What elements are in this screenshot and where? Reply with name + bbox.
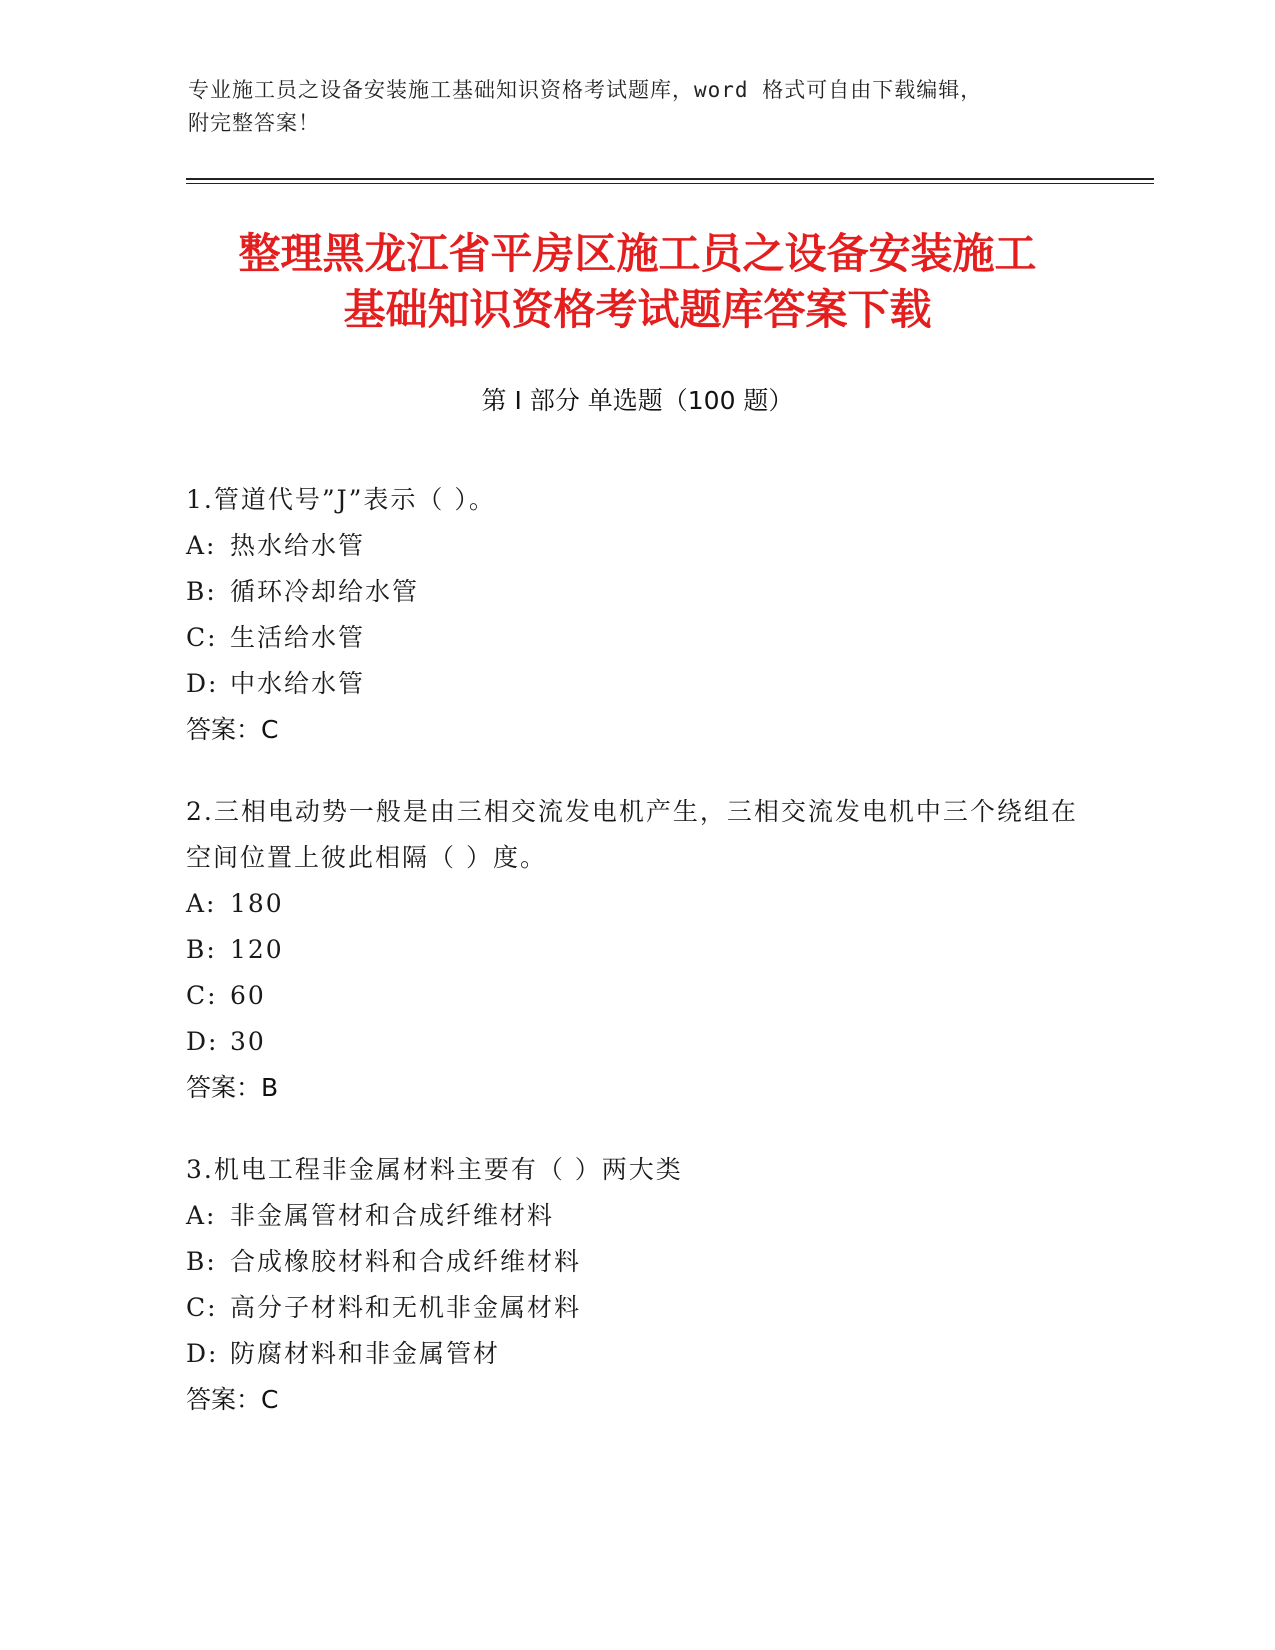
option-text: 循环冷却给水管 <box>230 577 420 606</box>
option-key: C: <box>186 623 218 652</box>
header-divider-thick <box>186 178 1154 180</box>
option-c <box>186 615 1086 661</box>
question-3 <box>186 1147 1086 1423</box>
option-key: A: <box>186 1201 217 1230</box>
option-text: 180 <box>230 889 284 918</box>
option-text: 防腐材料和非金属管材 <box>230 1339 501 1368</box>
answer-line: 答案：C <box>186 715 279 744</box>
option-text: 高分子材料和无机非金属材料 <box>230 1293 582 1322</box>
header-note <box>188 74 1068 140</box>
option-c <box>186 973 1086 1019</box>
question-stem: 3.机电工程非金属材料主要有（ ）两大类 <box>186 1155 683 1184</box>
option-key: D: <box>186 669 219 698</box>
option-text: 生活给水管 <box>230 623 366 652</box>
question-list <box>186 477 1086 1459</box>
option-key: A: <box>186 889 217 918</box>
option-text: 非金属管材和合成纤维材料 <box>230 1201 555 1230</box>
option-text: 合成橡胶材料和合成纤维材料 <box>230 1247 582 1276</box>
question-stem: 1.管道代号”J”表示（ ）。 <box>186 485 496 514</box>
option-text: 30 <box>230 1027 266 1056</box>
option-text: 热水给水管 <box>230 531 366 560</box>
document-title <box>150 226 1125 338</box>
option-b <box>186 569 1086 615</box>
option-key: C: <box>186 1293 218 1322</box>
option-d <box>186 661 1086 707</box>
option-c <box>186 1285 1086 1331</box>
option-key: B: <box>186 935 217 964</box>
option-key: B: <box>186 577 217 606</box>
option-key: C: <box>186 981 218 1010</box>
answer-line: 答案：B <box>186 1073 279 1102</box>
option-text: 中水给水管 <box>230 669 366 698</box>
question-2 <box>186 789 1086 1111</box>
option-a <box>186 881 1086 927</box>
header-note-line-2: 附完整答案！ <box>188 111 320 135</box>
question-stem: 2.三相电动势一般是由三相交流发电机产生，三相交流发电机中三个绕组在空间位置上彼此相隔（ ）度。 <box>186 797 1078 872</box>
header-note-line-1: 专业施工员之设备安装施工基础知识资格考试题库，word 格式可自由下载编辑， <box>188 78 983 102</box>
section-heading: 第 I 部分 单选题（100 题） <box>481 386 794 415</box>
option-d <box>186 1019 1086 1065</box>
option-key: B: <box>186 1247 217 1276</box>
option-text: 60 <box>230 981 266 1010</box>
document-title-line-2: 基础知识资格考试题库答案下载 <box>343 285 932 334</box>
option-key: A: <box>186 531 217 560</box>
option-key: D: <box>186 1027 219 1056</box>
option-key: D: <box>186 1339 219 1368</box>
option-d <box>186 1331 1086 1377</box>
option-text: 120 <box>230 935 284 964</box>
header-divider-thin <box>186 183 1154 184</box>
option-b <box>186 927 1086 973</box>
option-a <box>186 1193 1086 1239</box>
option-a <box>186 523 1086 569</box>
document-title-line-1: 整理黑龙江省平房区施工员之设备安装施工 <box>238 229 1037 278</box>
question-1 <box>186 477 1086 753</box>
option-b <box>186 1239 1086 1285</box>
answer-line: 答案：C <box>186 1385 279 1414</box>
